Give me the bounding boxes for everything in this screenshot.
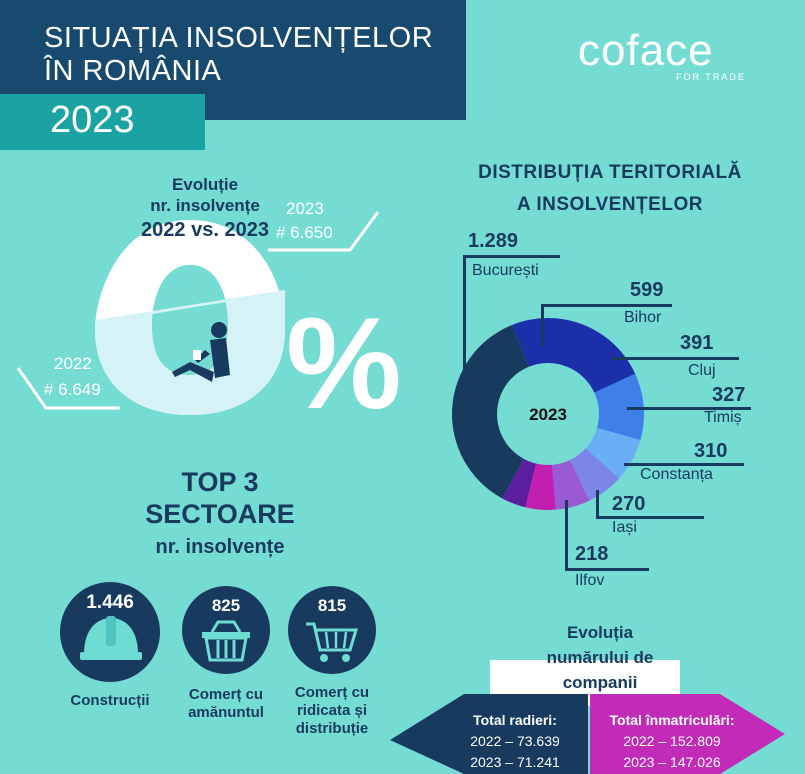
sectors-title xyxy=(90,466,350,560)
sector-value: 815 xyxy=(317,596,347,615)
leader-bihor-v xyxy=(541,304,544,346)
evolution-title-line3: 2022 vs. 2023 xyxy=(141,219,269,241)
sector-value: 1.446 xyxy=(86,592,134,613)
label-2023-value: # 6.650 xyxy=(276,223,333,242)
year-label: 2023 xyxy=(50,99,135,141)
page-title-line1: SITUAȚIA INSOLVENȚELOR xyxy=(44,22,434,54)
leader-cluj xyxy=(612,357,739,360)
label-2022-value: # 6.649 xyxy=(44,380,101,399)
deregistrations-title: Total radieri: xyxy=(473,712,557,728)
city-value-ilfov: 218 xyxy=(575,543,609,565)
sector-name-retail: Comerț cu amănuntul xyxy=(188,686,264,721)
donut-center-label: 2023 xyxy=(529,405,567,424)
city-value-timis: 327 xyxy=(712,384,746,406)
sector-name-wholesale: Comerț cu ridicata și distribuție xyxy=(294,684,370,737)
deregistrations-box xyxy=(450,710,580,773)
leader-iasi-v xyxy=(596,490,599,519)
city-value-cluj: 391 xyxy=(680,332,714,354)
big-zero xyxy=(95,220,285,415)
leader-bucuresti-h xyxy=(463,255,560,258)
sectors-title-line1: TOP 3 xyxy=(181,467,259,497)
distribution-title-line1: DISTRIBUȚIA TERITORIALĂ xyxy=(478,162,742,183)
companies-title-line2: numărului de xyxy=(546,648,654,667)
city-name-bihor: Bihor xyxy=(624,309,662,326)
label-2022-year: 2022 xyxy=(54,354,92,373)
city-name-bucuresti: București xyxy=(472,262,539,279)
basket-icon xyxy=(200,620,252,662)
leader-ilfov-h xyxy=(565,568,649,571)
sector-circle-retail xyxy=(182,586,270,674)
coface-logo xyxy=(578,26,748,86)
sector-circle-construction xyxy=(60,582,160,682)
evolution-title-line1: Evoluție xyxy=(171,175,239,194)
city-name-timis: Timiș xyxy=(704,409,742,426)
logo-tagline: FOR TRADE xyxy=(676,72,746,82)
percent-symbol: % xyxy=(286,290,402,436)
distribution-title-line2: A INSOLVENȚELOR xyxy=(517,194,703,215)
label-2023-year: 2023 xyxy=(286,199,324,218)
registrations-box xyxy=(592,710,752,773)
leader-bucuresti-v xyxy=(463,255,466,370)
city-name-iasi: Iași xyxy=(612,519,637,536)
leader-bihor-h xyxy=(541,304,672,307)
registrations-2023: 2023 – 147.026 xyxy=(623,754,721,770)
registrations-2022: 2022 – 152.809 xyxy=(623,733,721,749)
sectors-title-line2: SECTOARE xyxy=(145,499,295,529)
city-value-iasi: 270 xyxy=(612,493,646,515)
companies-title-line1: Evoluția xyxy=(566,623,634,642)
distribution-donut-chart xyxy=(450,316,646,512)
logo-wordmark: coface xyxy=(578,26,714,75)
hard-hat-icon xyxy=(78,614,144,664)
sectors-subtitle: nr. insolvențe xyxy=(155,536,285,558)
deregistrations-2023: 2023 – 71.241 xyxy=(470,754,560,770)
companies-title xyxy=(490,620,710,695)
city-name-cluj: Cluj xyxy=(688,362,716,379)
sector-circle-wholesale xyxy=(288,586,376,674)
percent-sign xyxy=(286,290,402,436)
city-name-constanta: Constanța xyxy=(640,466,713,483)
sector-value: 825 xyxy=(211,596,241,615)
leader-ilfov-v xyxy=(565,500,568,571)
page-title-line2: ÎN ROMÂNIA xyxy=(44,55,222,87)
sector-name-construction: Construcții xyxy=(70,692,150,709)
registrations-title: Total înmatriculări: xyxy=(609,712,735,728)
city-name-ilfov: Ilfov xyxy=(575,572,605,589)
city-value-constanta: 310 xyxy=(694,440,728,462)
shopping-cart-icon xyxy=(304,620,360,664)
distribution-title xyxy=(455,157,765,221)
evolution-title-line2: nr. insolvențe xyxy=(150,196,260,215)
year-band xyxy=(0,94,205,150)
city-value-bucuresti: 1.289 xyxy=(468,230,519,252)
city-value-bihor: 599 xyxy=(630,279,664,301)
deregistrations-2022: 2022 – 73.639 xyxy=(470,733,560,749)
companies-title-line3: companii xyxy=(562,673,638,692)
